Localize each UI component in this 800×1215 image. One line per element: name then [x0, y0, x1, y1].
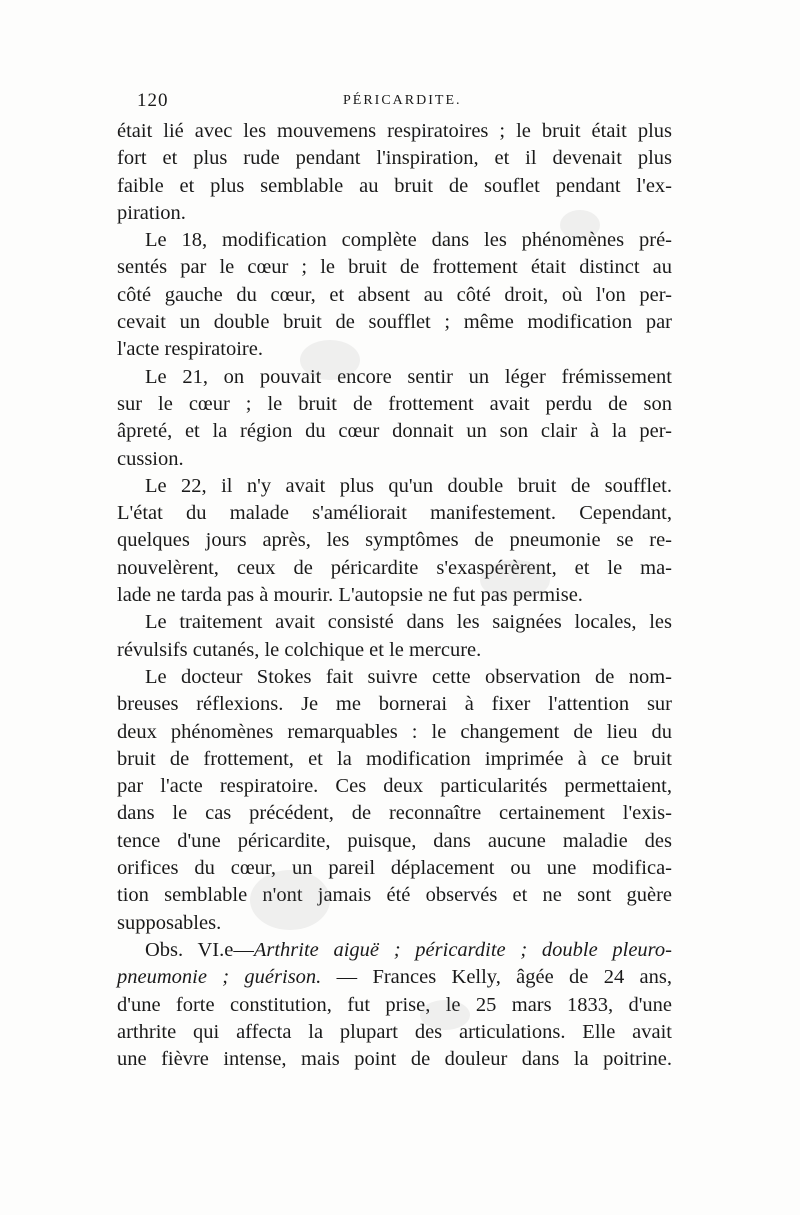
obs-line-4: arthrite qui affecta la plupart des articulations. Elle avait: [117, 1020, 672, 1043]
page-header: [137, 90, 667, 114]
text-line: tion semblable n'ont jamais été observés et ne sont guère: [117, 884, 672, 907]
text-line: supposables.: [117, 911, 222, 934]
text-line: piration.: [117, 201, 186, 224]
obs-line-5: une fièvre intense, mais point de douleur dans la poitrine.: [117, 1048, 672, 1071]
text-line: breuses réflexions. Je me bornerai à fixer l'attention sur: [117, 693, 672, 716]
text-line: était lié avec les mouvemens respiratoires ; le bruit était plus: [117, 120, 672, 142]
obs-label: Obs. VI.e—: [145, 938, 254, 961]
text-line: révulsifs cutanés, le colchique et le mercure.: [117, 638, 482, 661]
text-line: Le 21, on pouvait encore sentir un léger frémissement: [145, 365, 672, 388]
page-number: 120: [137, 90, 169, 111]
text-line: dans le cas précédent, de reconnaître certainement l'exis-: [117, 802, 672, 825]
text-line: sentés par le cœur ; le bruit de frottement était distinct au: [117, 256, 672, 279]
text-line: deux phénomènes remarquables : le changement de lieu du: [117, 720, 672, 743]
text-line: sur le cœur ; le bruit de frottement avait perdu de son: [117, 392, 672, 415]
text-line: âpreté, et la région du cœur donnait un son clair à la per-: [117, 420, 672, 443]
text-line: Le traitement avait consisté dans les saignées locales, les: [145, 611, 672, 634]
text-line: Le docteur Stokes fait suivre cette observation de nom-: [145, 665, 672, 688]
body-text: [117, 118, 672, 1073]
text-line: quelques jours après, les symptômes de pneumonie se re-: [117, 529, 672, 552]
obs-line-2: [117, 964, 672, 991]
text-line: fort et plus rude pendant l'inspiration, et il devenait plus: [117, 147, 672, 170]
text-line: orifices du cœur, un pareil déplacement ou une modifica-: [117, 857, 672, 880]
text-line: L'état du malade s'améliorait manifestement. Cependant,: [117, 502, 672, 525]
text-line: côté gauche du cœur, et absent au côté droit, où l'on per-: [117, 283, 672, 306]
running-head: PÉRICARDITE.: [343, 93, 462, 108]
text-line: nouvelèrent, ceux de péricardite s'exaspérèrent, et le ma-: [117, 556, 672, 579]
obs-title-italic-2: pneumonie ; guérison.: [117, 966, 322, 989]
text-line: cussion.: [117, 447, 184, 470]
text-line: tence d'une péricardite, puisque, dans aucune maladie des: [117, 829, 672, 852]
text-line: faible et plus semblable au bruit de souflet pendant l'ex-: [117, 174, 672, 197]
text-line: lade ne tarda pas à mourir. L'autopsie ne fut pas permise.: [117, 584, 583, 607]
text-line: bruit de frottement, et la modification imprimée à ce bruit: [117, 747, 672, 770]
obs-title-italic-1: Arthrite aiguë ; péricardite ; double pleuro-: [253, 938, 672, 961]
obs-title-line: [117, 937, 672, 964]
obs-line-2-rest: — Frances Kelly, âgée de 24 ans,: [321, 966, 672, 989]
text-line: l'acte respiratoire.: [117, 338, 263, 361]
text-line: Le 22, il n'y avait plus qu'un double bruit de soufflet.: [145, 474, 672, 497]
text-lines: [117, 118, 672, 937]
text-line: par l'acte respiratoire. Ces deux particularités permettaient,: [117, 775, 672, 798]
obs-line-3: d'une forte constitution, fut prise, le 25 mars 1833, d'une: [117, 993, 672, 1016]
text-line: Le 18, modification complète dans les phénomènes pré-: [145, 229, 672, 252]
text-line: cevait un double bruit de soufflet ; même modification par: [117, 311, 672, 334]
